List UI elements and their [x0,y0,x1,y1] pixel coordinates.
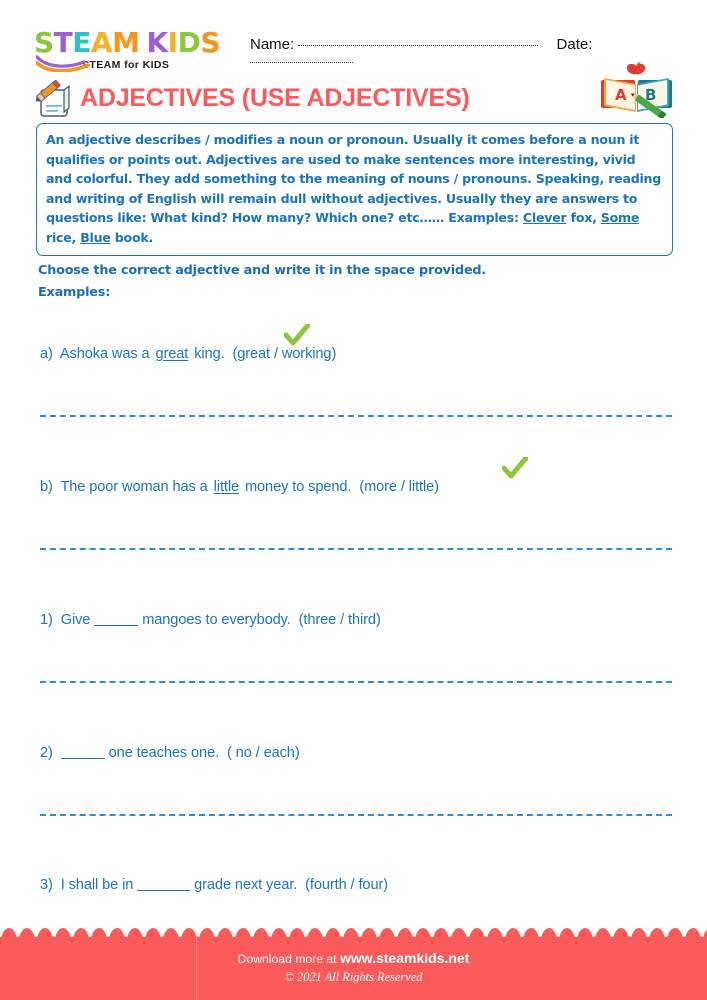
logo-letter: S [34,26,54,59]
logo-spacer [139,28,146,58]
question-2-blank[interactable] [61,758,105,759]
question-3-options: (fourth / four) [305,877,388,893]
website-link[interactable]: www.steamkids.net [339,950,470,966]
definition-line-6-end: book. [110,229,154,245]
svg-text:A: A [615,86,627,104]
logo-letter: M [112,26,140,59]
question-1-options: (three / third) [298,612,381,628]
question-1-blank[interactable] [94,625,138,626]
question-2-post: one teaches one. [104,745,220,761]
question-1-post: mangoes to everybody. [138,612,291,628]
download-prefix: Download more at [237,952,337,966]
divider-2 [40,548,672,550]
swoosh-icon [36,54,92,72]
definition-line-2: a noun it qualifies or points out. Adjectives are used to make sentences more [46,132,640,167]
question-3-marker: 3) [40,877,53,893]
definition-line-6-mid-1: fox, [566,210,601,226]
example-word-clever: Clever [522,210,567,226]
example-a-marker: a) [40,346,53,362]
footer-content [0,937,707,985]
examples-label: Examples: [38,285,111,300]
definition-text [46,130,663,248]
example-a-answer: great [155,346,189,362]
title-row [34,80,674,120]
example-a-options: (great / working) [232,346,337,362]
example-b-answer: little [213,479,240,495]
definition-line-3: interesting, vivid and colorful. They add something to the meaning of nouns [46,151,636,187]
definition-line-6-mid-2: rice, [46,229,81,245]
copyright-text: © 2021 All Rights Reserved [284,970,423,984]
question-3 [40,877,680,893]
instruction-block [38,260,678,304]
example-word-some: Some [600,210,640,226]
example-b-pre: The poor woman has a [60,479,212,495]
logo-letter: I [167,26,178,59]
divider-3 [40,681,672,683]
question-2-options: ( no / each) [226,745,300,761]
question-1-pre: Give [60,612,95,628]
example-b-options: (more / little) [359,479,439,495]
example-b-marker: b) [40,479,53,495]
page-title: ADJECTIVES (USE ADJECTIVES) [80,84,470,112]
example-b-post: money to spend. [241,479,352,495]
instruction-text: Choose the correct adjective and write it in the space provided. [38,263,487,278]
example-a-pre: Ashoka was a [59,346,154,362]
question-1-marker: 1) [40,612,53,628]
steam-kids-logo [34,28,234,71]
checkmark-icon [284,324,310,346]
definition-box [36,123,673,256]
pencil-notepad-icon [34,80,74,118]
logo-letter: S [200,26,221,59]
checkmark-icon [502,457,528,479]
question-2 [40,745,680,761]
example-a [40,346,680,362]
divider-1 [40,415,672,417]
question-2-marker: 2) [40,745,53,761]
logo-tagline: STEAM for KIDS [82,59,170,71]
question-3-post: grade next year. [190,877,298,893]
abc-book-apple-pencil-icon [598,62,676,118]
definition-line-5: adjectives. Usually they are answers to questions like: What kind? How many? [46,190,638,226]
question-1 [40,612,680,628]
definition-line-1: An adjective describes / modifies a noun or pronoun. Usually it comes before [46,132,579,147]
example-b [40,479,680,495]
logo-letter: E [72,26,91,59]
logo-letter: K [146,26,168,59]
question-3-blank[interactable] [137,890,190,891]
logo-letter: A [90,26,113,59]
definition-line-6-pre: Which one? etc…… Examples: [315,210,523,226]
name-label: Name: [250,36,295,53]
download-line [0,950,707,966]
example-word-blue: Blue [80,229,111,245]
date-group [250,36,592,70]
divider-4 [40,814,672,816]
logo-letter: T [53,26,73,59]
example-a-post: king. [190,346,225,362]
svg-text:B: B [645,86,657,104]
question-3-pre: I shall be in [60,877,138,893]
page-footer [0,937,707,1000]
logo-letter: D [177,26,201,59]
definition-line-4: / pronouns. Speaking, reading and writing of English will remain dull without [46,171,662,206]
date-input[interactable] [250,62,353,63]
name-input[interactable] [298,45,538,46]
date-label: Date: [556,36,593,53]
